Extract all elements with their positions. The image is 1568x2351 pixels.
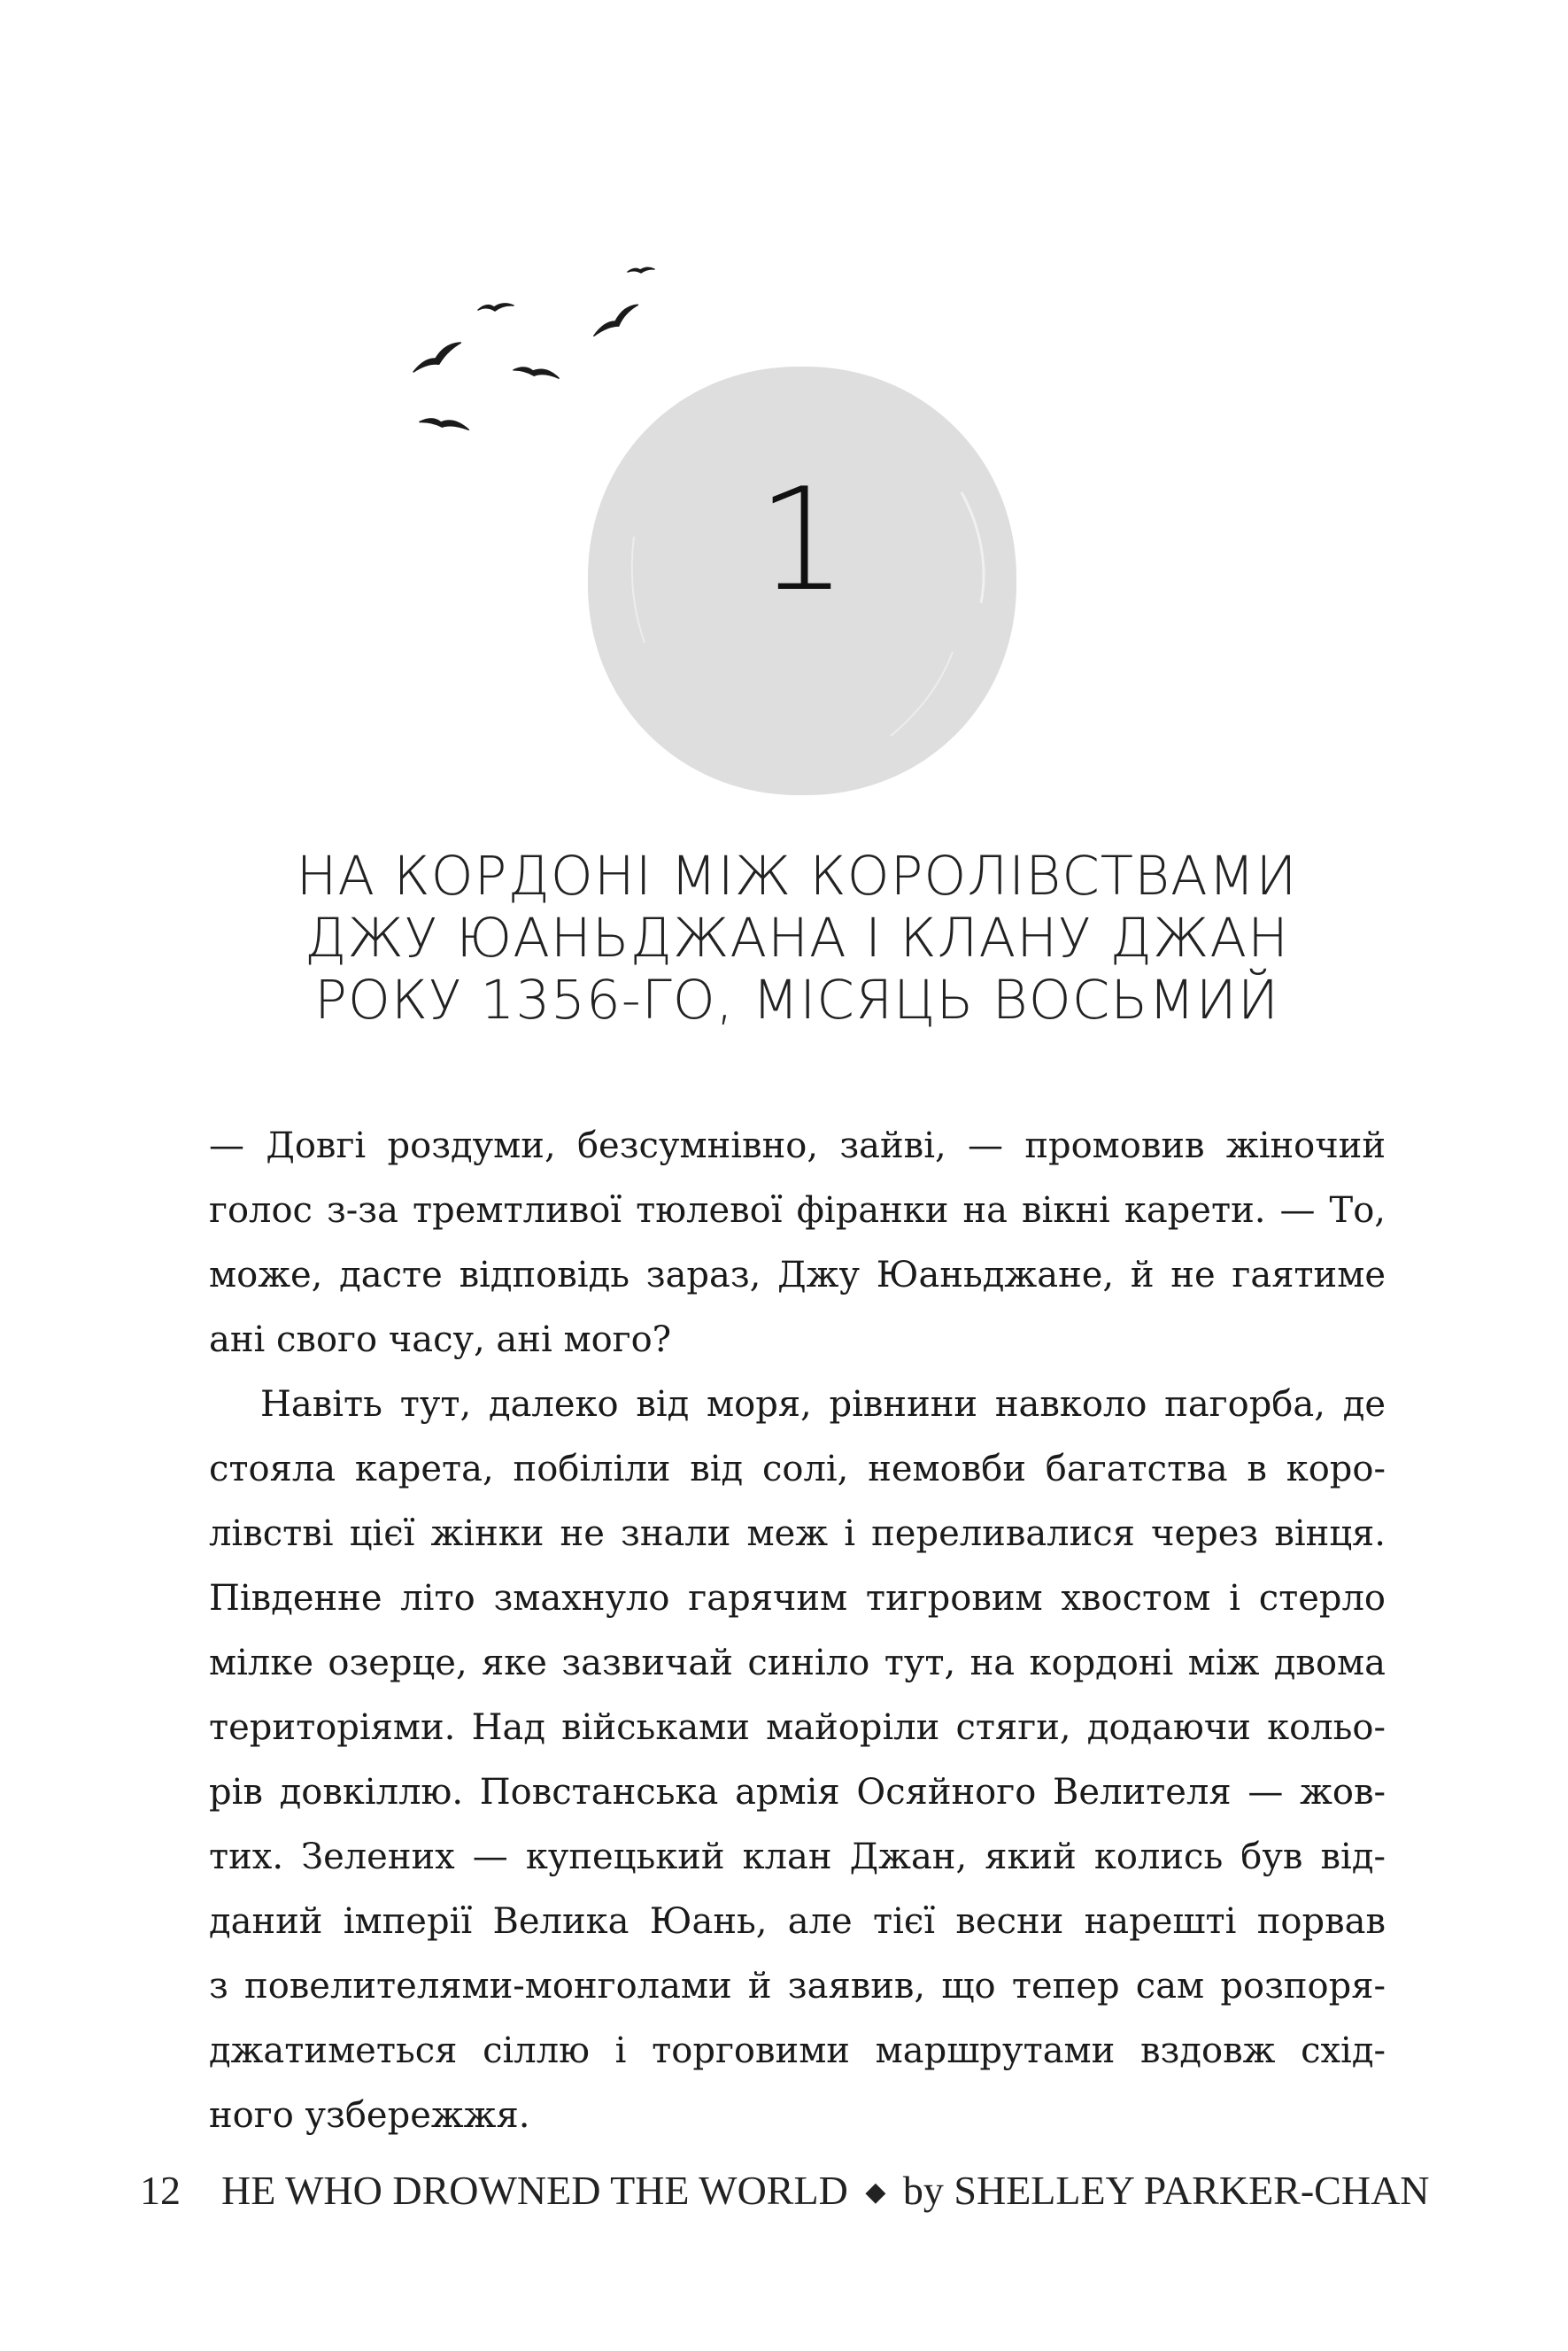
text-line: даний імперії Велика Юань, але тієї весни нарешті порвав [209, 1901, 1386, 1942]
text-line: мілке озерце, яке зазвичай синіло тут, на кордоні між двома [209, 1643, 1386, 1683]
chapter-heading-line: ДЖУ ЮАНЬДЖАНА І КЛАНУ ДЖАН [304, 907, 1290, 970]
author-name: by SHELLEY PARKER-CHAN [902, 2168, 1430, 2213]
separator-diamond-icon: ◆ [865, 2177, 886, 2207]
paragraph [209, 1373, 1386, 2148]
bird-icon [478, 304, 514, 311]
chapter-heading [106, 846, 1487, 1032]
text-line: ного узбережжя. [209, 2095, 530, 2136]
chapter-number: 1 [757, 457, 847, 623]
page-footer [140, 2166, 1430, 2217]
bird-icon [409, 342, 465, 372]
text-line: ані свого часу, ані мого? [209, 1319, 672, 1360]
text-line: — Довгі роздуми, безсумнівно, зайві, — промовив жіночий [209, 1125, 1386, 1166]
paragraph [209, 1114, 1386, 1373]
text-line: стояла карета, побіліли від солі, немовби багатства в коро- [209, 1449, 1386, 1489]
chapter-heading-line: РОКУ 1356-ГО, МІСЯЦЬ ВОСЬМИЙ [314, 969, 1279, 1032]
book-title: HE WHO DROWNED THE WORLD [221, 2168, 848, 2213]
page-number: 12 [140, 2168, 181, 2213]
text-line: територіями. Над військами майоріли стяги, додаючи кольо- [209, 1707, 1386, 1748]
bird-icon [628, 267, 654, 273]
text-line: може, дасте відповідь зараз, Джу Юаньджане, й не гаятиме [209, 1255, 1386, 1295]
text-line: з повелителями-монголами й заявив, що тепер сам розпоря- [209, 1966, 1386, 2007]
text-line: тих. Зелених — купецький клан Джан, який колись був від- [209, 1837, 1386, 1877]
text-line: рів довкіллю. Повстанська армія Осяйного Велителя — жов- [209, 1772, 1386, 1813]
bird-icon [514, 366, 560, 379]
text-line: Південне літо змахнуло гарячим тигровим хвостом і стерло [209, 1578, 1386, 1619]
bird-icon [420, 417, 470, 429]
body-text [209, 1114, 1386, 2148]
text-line: Навіть тут, далеко від моря, рівнини навколо пагорба, де [260, 1384, 1386, 1425]
text-line: джатиметься сіллю і торговими маршрутами вздовж схід- [209, 2030, 1386, 2071]
text-line: лівстві цієї жінки не знали меж і переливалися через вінця. [209, 1513, 1386, 1554]
chapter-heading-line: НА КОРДОНІ МІЖ КОРОЛІВСТВАМИ [296, 845, 1298, 908]
bird-icon [589, 304, 643, 336]
text-line: голос з-за тремтливої тюлевої фіранки на вікні карети. — То, [209, 1190, 1386, 1231]
